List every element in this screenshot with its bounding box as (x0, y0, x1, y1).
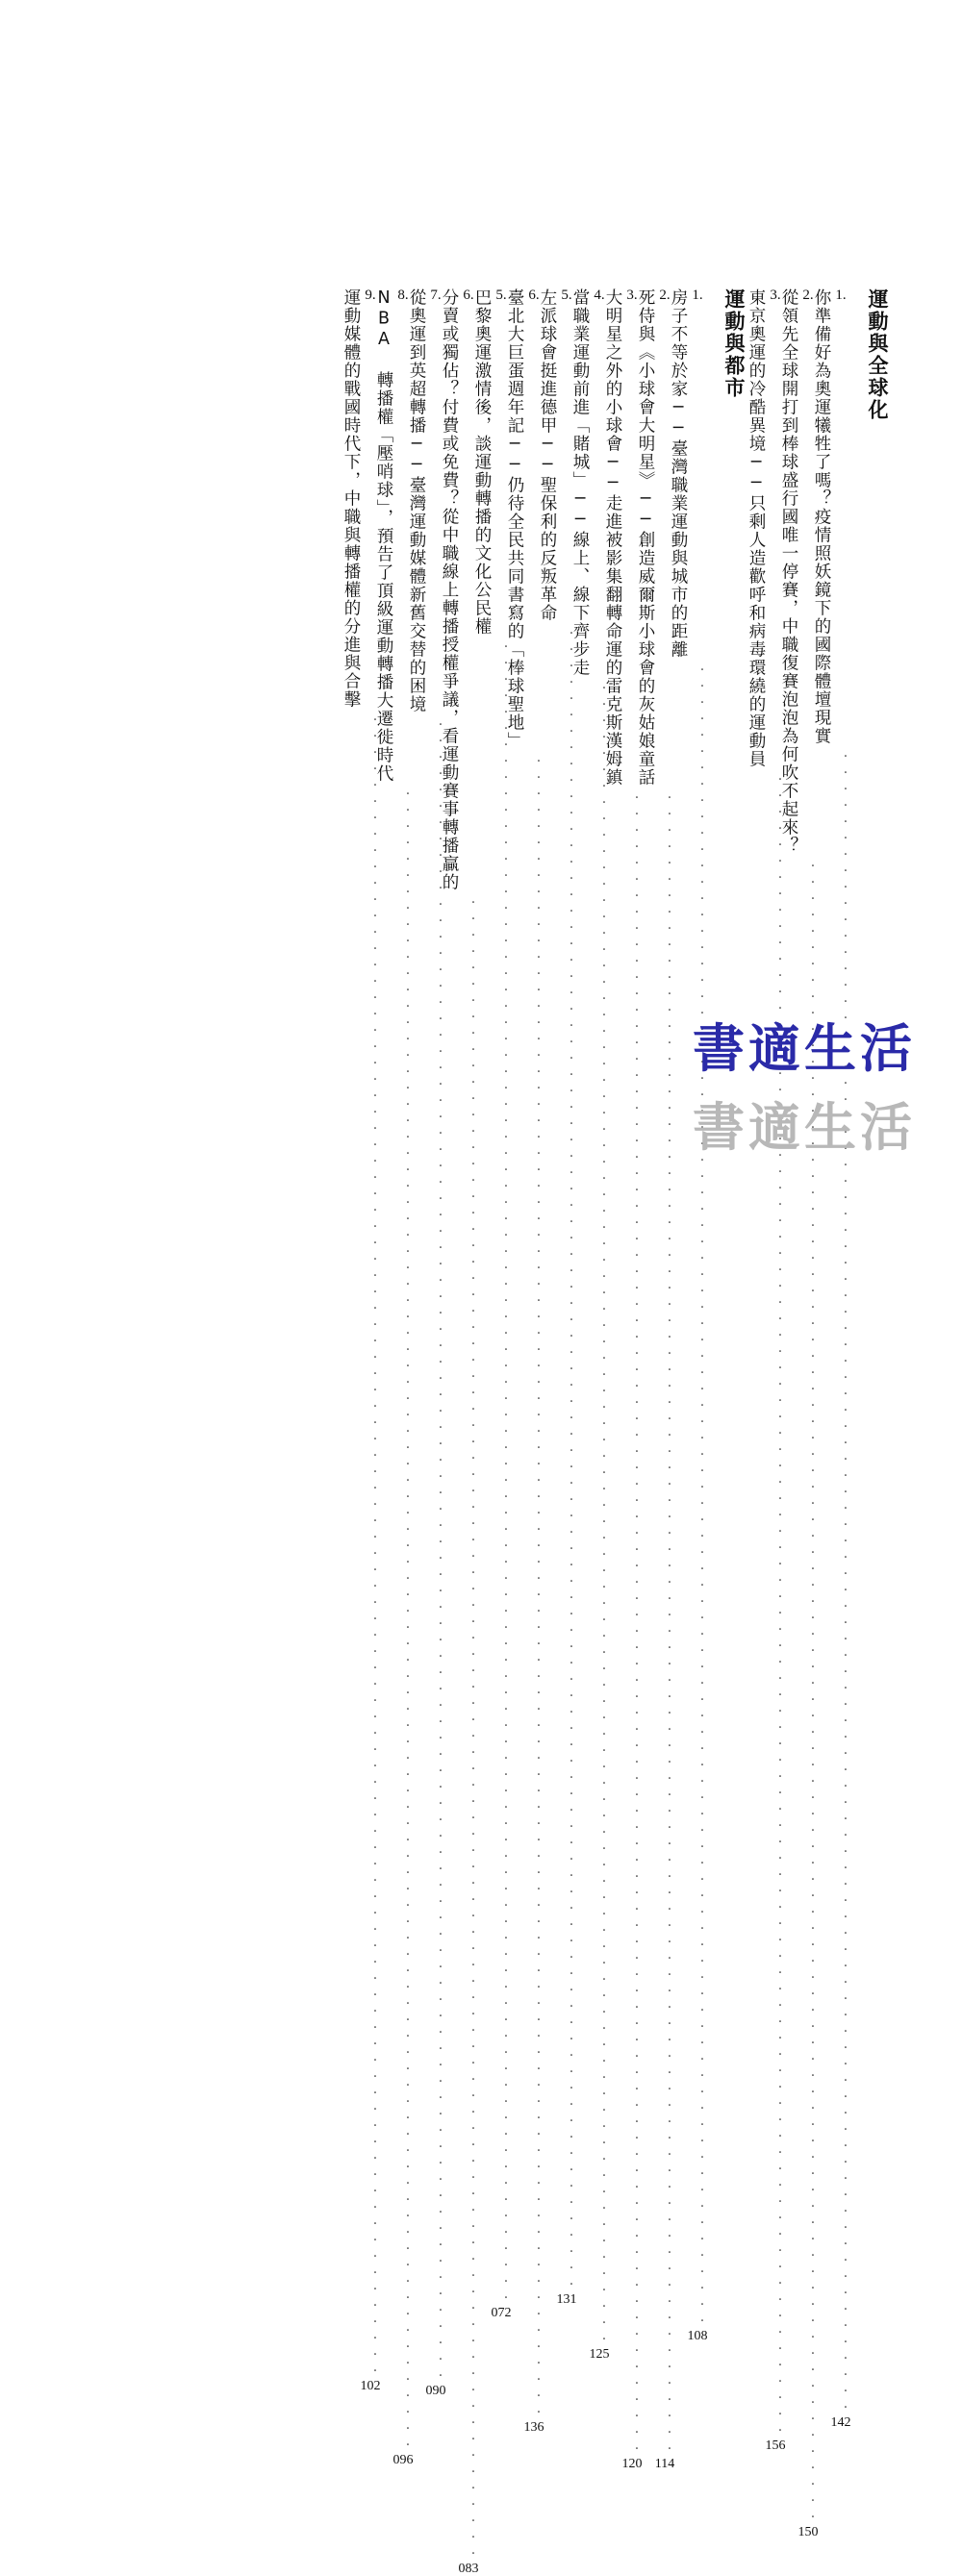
leader-dots: ...................................................................................................... (531, 750, 546, 2417)
entry-number: 1. (835, 288, 847, 303)
entry-title: 大明星之外的小球會──走進被影集翻轉命運的雷克斯漢姆鎮 (603, 288, 622, 787)
entry-title: 當職業運動前進「賭城」──線上、線下齊步走 (570, 288, 590, 677)
entry-page-number: 114 (654, 2457, 675, 2471)
entry-page-number: 108 (687, 2329, 708, 2343)
entry-title: 運動媒體的戰國時代下，中職與轉播權的分進與合擊 (342, 288, 361, 709)
entry-number: 2. (659, 288, 671, 303)
entry-page-number: 120 (621, 2457, 643, 2471)
entry-title: 從奧運到英超轉播──臺灣運動媒體新舊交替的困境 (407, 288, 426, 713)
toc-entry[interactable] (505, 288, 546, 2435)
entry-title: 左派球會挺進德甲──聖保利的反叛革命 (538, 288, 557, 622)
watermark-primary: 書適生活 (693, 1018, 916, 1079)
leader-dots: ...................................................................................................... (400, 783, 416, 2451)
toc-entry[interactable] (374, 288, 416, 2468)
entry-number: 3. (770, 288, 781, 303)
entry-title: 房子不等於家──臺灣職業運動與城市的距離 (669, 288, 688, 659)
entry-page-number: 142 (830, 2415, 851, 2430)
leader-dots: ...................................................................................................... (695, 659, 710, 2326)
entry-title: NBA 轉播權「壓哨球」，預告了頂級運動轉播大遷徙時代 (374, 288, 393, 784)
entry-page-number: 131 (556, 2292, 577, 2307)
section-heading: 運動與全球化 (866, 288, 889, 421)
leader-dots: ...................................................................................................... (433, 713, 448, 2381)
entry-number: 9. (365, 288, 376, 303)
leader-dots: ...................................................................................................... (805, 855, 821, 2522)
leader-dots: ...................................................................................................... (498, 636, 514, 2303)
leader-dots: ...................................................................................................... (662, 787, 677, 2454)
leader-dots: ...................................................................................................... (466, 891, 481, 2559)
section-heading: 運動與都市 (722, 288, 746, 399)
entry-title: 你準備好為奧運犧牲了嗎？疫情照妖鏡下的國際體壇現實 (812, 288, 831, 745)
toc-section-sports-and-media (342, 288, 518, 2576)
entry-title: 從領先全球開打到棒球盛行國唯一停賽，中職復賽泡泡為何吹不起來？ (779, 288, 798, 855)
entry-number: 4. (594, 288, 605, 303)
entry-page-number: 096 (392, 2453, 414, 2468)
entry-page-number: 125 (589, 2347, 610, 2362)
toc-entry[interactable] (538, 288, 579, 2307)
leader-dots: ...................................................................................................... (367, 709, 383, 2376)
toc-entry[interactable] (407, 288, 448, 2398)
leader-dots: ...................................................................................................... (772, 768, 788, 2436)
entry-number: 7. (430, 288, 442, 303)
leader-dots: ...................................................................................................... (596, 677, 612, 2344)
entry-page-number: 156 (765, 2438, 786, 2453)
leader-dots: ...................................................................................................... (629, 787, 645, 2454)
toc-entry[interactable] (440, 288, 481, 2576)
watermark-secondary: 書適生活 (693, 1097, 916, 1158)
entry-page-number: 090 (425, 2384, 446, 2398)
entry-number: 1. (692, 288, 703, 303)
entry-title: 東京奧運的冷酷異境──只剩人造歡呼和病毒環繞的運動員 (747, 288, 766, 768)
toc-entry[interactable] (636, 288, 677, 2471)
entry-page-number: 150 (797, 2525, 819, 2539)
entry-number: 6. (463, 288, 474, 303)
entry-title: 分賣或獨佔？付費或免費？從中職線上轉播授權爭議，看運動賽事轉播贏的 (440, 288, 459, 891)
entry-page-number: 136 (523, 2420, 544, 2435)
entry-number: 5. (561, 288, 572, 303)
toc-entry[interactable] (342, 288, 383, 2393)
entry-title: 臺北大巨蛋週年記──仍待全民共同書寫的「棒球聖地」 (505, 288, 524, 750)
entry-number: 3. (626, 288, 638, 303)
entry-number: 8. (397, 288, 409, 303)
entry-page-number: 072 (491, 2306, 512, 2320)
entry-number: 2. (802, 288, 814, 303)
toc-entry[interactable] (603, 288, 645, 2471)
entry-page-number: 083 (458, 2562, 479, 2576)
leader-dots: ...................................................................................................... (838, 745, 853, 2413)
entry-title: 巴黎奧運激情後，談運動轉播的文化公民權 (472, 288, 492, 636)
entry-number: 6. (528, 288, 540, 303)
toc-entry[interactable] (570, 288, 612, 2362)
entry-title: 死侍與《小球會大明星》──創造威爾斯小球會的灰姑娘童話 (636, 288, 655, 787)
entry-page-number: 102 (360, 2379, 381, 2393)
leader-dots: ...................................................................................................... (564, 622, 579, 2289)
entry-number: 5. (495, 288, 507, 303)
